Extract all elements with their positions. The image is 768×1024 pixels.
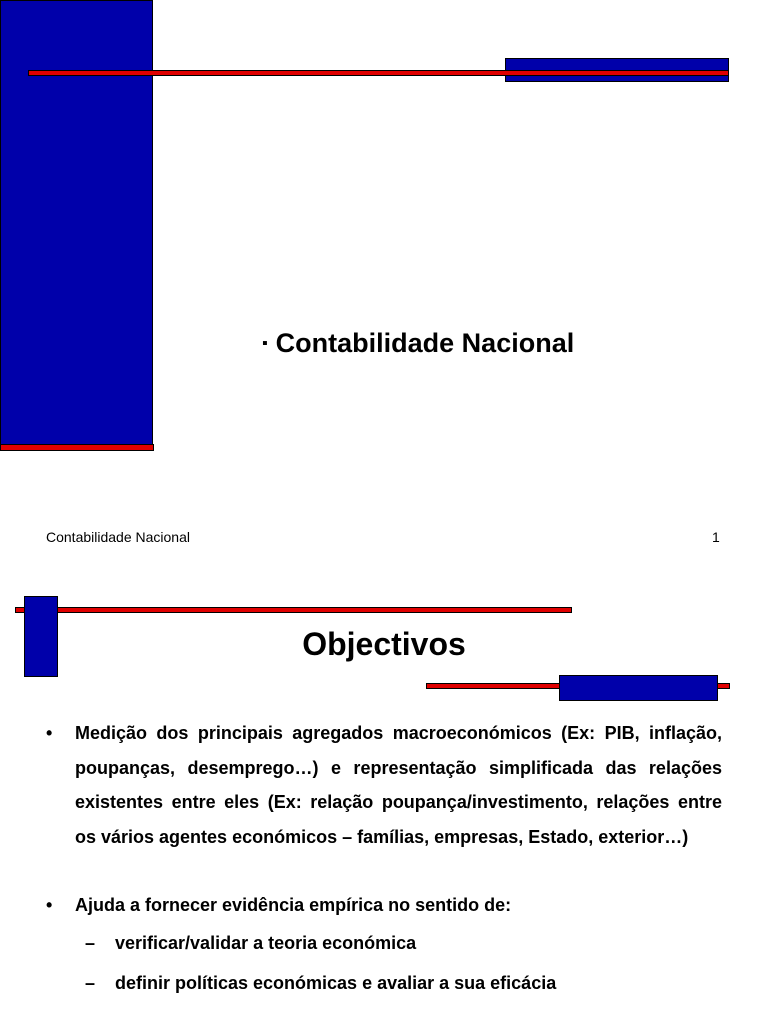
bullet-dot: • [46, 723, 53, 743]
sub-bullet-dash: – [85, 972, 96, 993]
footer-page-number: 1 [712, 529, 720, 545]
slide1-title-bullet: ▪ [262, 335, 268, 352]
slide2-red-line-top-decoration [15, 607, 572, 613]
bullet-text: Ajuda a fornecer evidência empírica no sentido de: [75, 895, 512, 915]
slide1-red-bottom-decoration [0, 444, 154, 451]
footer-text: Contabilidade Nacional [46, 529, 190, 545]
slide1-blue-column-decoration [0, 0, 153, 447]
slide2-bullet-list [46, 716, 722, 1003]
slide2-title: Objectivos [302, 626, 466, 662]
sub-bullet-dash: – [85, 932, 96, 953]
sub-bullet-text: verificar/validar a teoria económica [115, 932, 417, 953]
sub-bullet-text: definir políticas económicas e avaliar a sua eficácia [115, 972, 557, 993]
slide1-title [262, 328, 574, 359]
bullet-item [46, 716, 722, 854]
slide1-red-line-decoration [28, 70, 729, 76]
bullet-dot: • [46, 895, 53, 915]
slide2-blue-bar-decoration [559, 675, 718, 701]
sub-bullet-item [46, 923, 722, 963]
slide1-title-text: Contabilidade Nacional [275, 328, 575, 358]
sub-bullet-item [46, 963, 722, 1003]
bullet-spacer [46, 854, 722, 888]
bullet-item [46, 888, 722, 923]
bullet-text: Medição dos principais agregados macroeconómicos (Ex: PIB, inflação, poupanças, desemprego…) e representação simplificada das relações existentes entre eles (Ex: relação poupança/investimento, relações entre os vários agentes económicos – famílias, empresas, Estado, exterior…) [75, 723, 722, 847]
